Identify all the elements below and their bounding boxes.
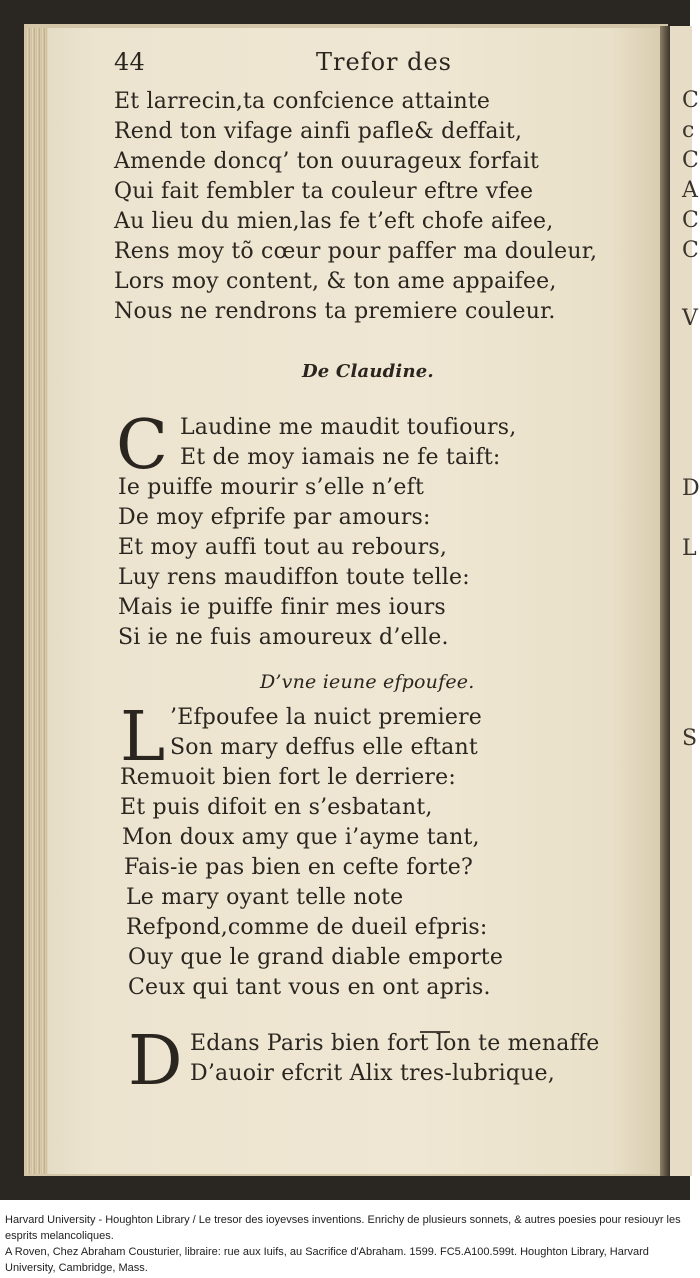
poem-line: Mon doux amy que i’ayme tant,	[122, 825, 480, 850]
facing-page-glyph: D	[682, 476, 700, 501]
facing-page-glyph: A	[682, 178, 698, 203]
facing-page-glyph: V	[682, 306, 698, 331]
poem-line: Ie puiffe mourir s’elle n’eft	[118, 475, 424, 500]
poem-line: Et larrecin,ta confcience attainte	[114, 89, 491, 114]
facing-page-glyph: C	[682, 88, 699, 113]
facing-page-glyph: C	[682, 148, 699, 173]
page-number: 44	[114, 48, 145, 76]
facing-page-glyph: S	[682, 726, 698, 751]
facing-page-glyph: C	[682, 238, 699, 263]
poem-line: Amende doncq’ ton ouurageux forfait	[114, 149, 540, 174]
poem-line: De moy efprife par amours:	[118, 505, 431, 530]
book-page	[48, 28, 660, 1174]
poem-line: Rend ton vifage ainfi pafle& deffait,	[114, 119, 523, 144]
poem-line: Refpond,comme de dueil efpris:	[126, 915, 488, 940]
facing-page-edge	[670, 26, 700, 1176]
poem-line: Rens moy tõ cœur pour paffer ma douleur,	[114, 239, 598, 264]
poem-title-espousee: D’vne ieune efpoufee.	[260, 671, 475, 693]
facing-page-glyph: c	[682, 118, 695, 143]
running-title: Trefor des	[316, 48, 452, 76]
facing-page-glyph: L	[682, 536, 697, 561]
poem-line: Et moy auffi tout au rebours,	[118, 535, 448, 560]
caption-line-2: A Roven, Chez Abraham Cousturier, libraire: rue aux Iuifs, au Sacrifice d'Abraham. 1599. FC5.A100.599t. Houghton Library, Harvard University, Cambridge, Mass.	[5, 1246, 649, 1274]
poem-line: Et de moy iamais ne fe taift:	[180, 445, 501, 470]
drop-cap: C	[116, 406, 169, 485]
poem-line: Fais-ie pas bien en cefte forte?	[124, 855, 473, 880]
poem-line: Et puis difoit en s’esbatant,	[120, 795, 433, 820]
poem-line: ’Efpoufee la nuict premiere	[170, 705, 483, 730]
poem-line: Au lieu du mien,las fe t’eft chofe aifee,	[114, 209, 554, 234]
poem-line: Luy rens maudiffon toute telle:	[118, 565, 470, 590]
book-gutter	[660, 26, 670, 1176]
poem-line: Laudine me maudit toufiours,	[180, 415, 517, 440]
poem-line: Son mary deffus elle eftant	[170, 735, 478, 760]
poem-line: Le mary oyant telle note	[126, 885, 404, 910]
poem-line: Si ie ne fuis amoureux d’elle.	[118, 625, 449, 650]
poem-line: Ceux qui tant vous en ont apris.	[128, 975, 491, 1000]
poem-line: Remuoit bien fort le derriere:	[120, 765, 456, 790]
poem-line: Qui fait fembler ta couleur eftre vfee	[114, 179, 534, 204]
poem-line: Edans Paris bien fort lon te menaffe	[190, 1031, 600, 1056]
drop-cap: D	[128, 1022, 183, 1101]
poem-line: Nous ne rendrons ta premiere couleur.	[114, 299, 556, 324]
poem-line: Lors moy content, & ton ame appaifee,	[114, 269, 557, 294]
poem-line: Mais ie puiffe finir mes iours	[118, 595, 446, 620]
poem-line: D’auoir efcrit Alix tres-lubrique,	[190, 1061, 555, 1086]
caption-line-1: Harvard University - Houghton Library / Le tresor des ioyevses inventions. Enrichy de plusieurs sonnets, & autres poesies pour resiouyr les esprits melancoliques.	[5, 1214, 681, 1242]
poem-title-claudine: De Claudine.	[302, 361, 434, 382]
facing-page-glyph: C	[682, 208, 699, 233]
image-caption	[5, 1212, 685, 1276]
poem-line: Ouy que le grand diable emporte	[128, 945, 504, 970]
drop-cap: L	[120, 698, 166, 777]
